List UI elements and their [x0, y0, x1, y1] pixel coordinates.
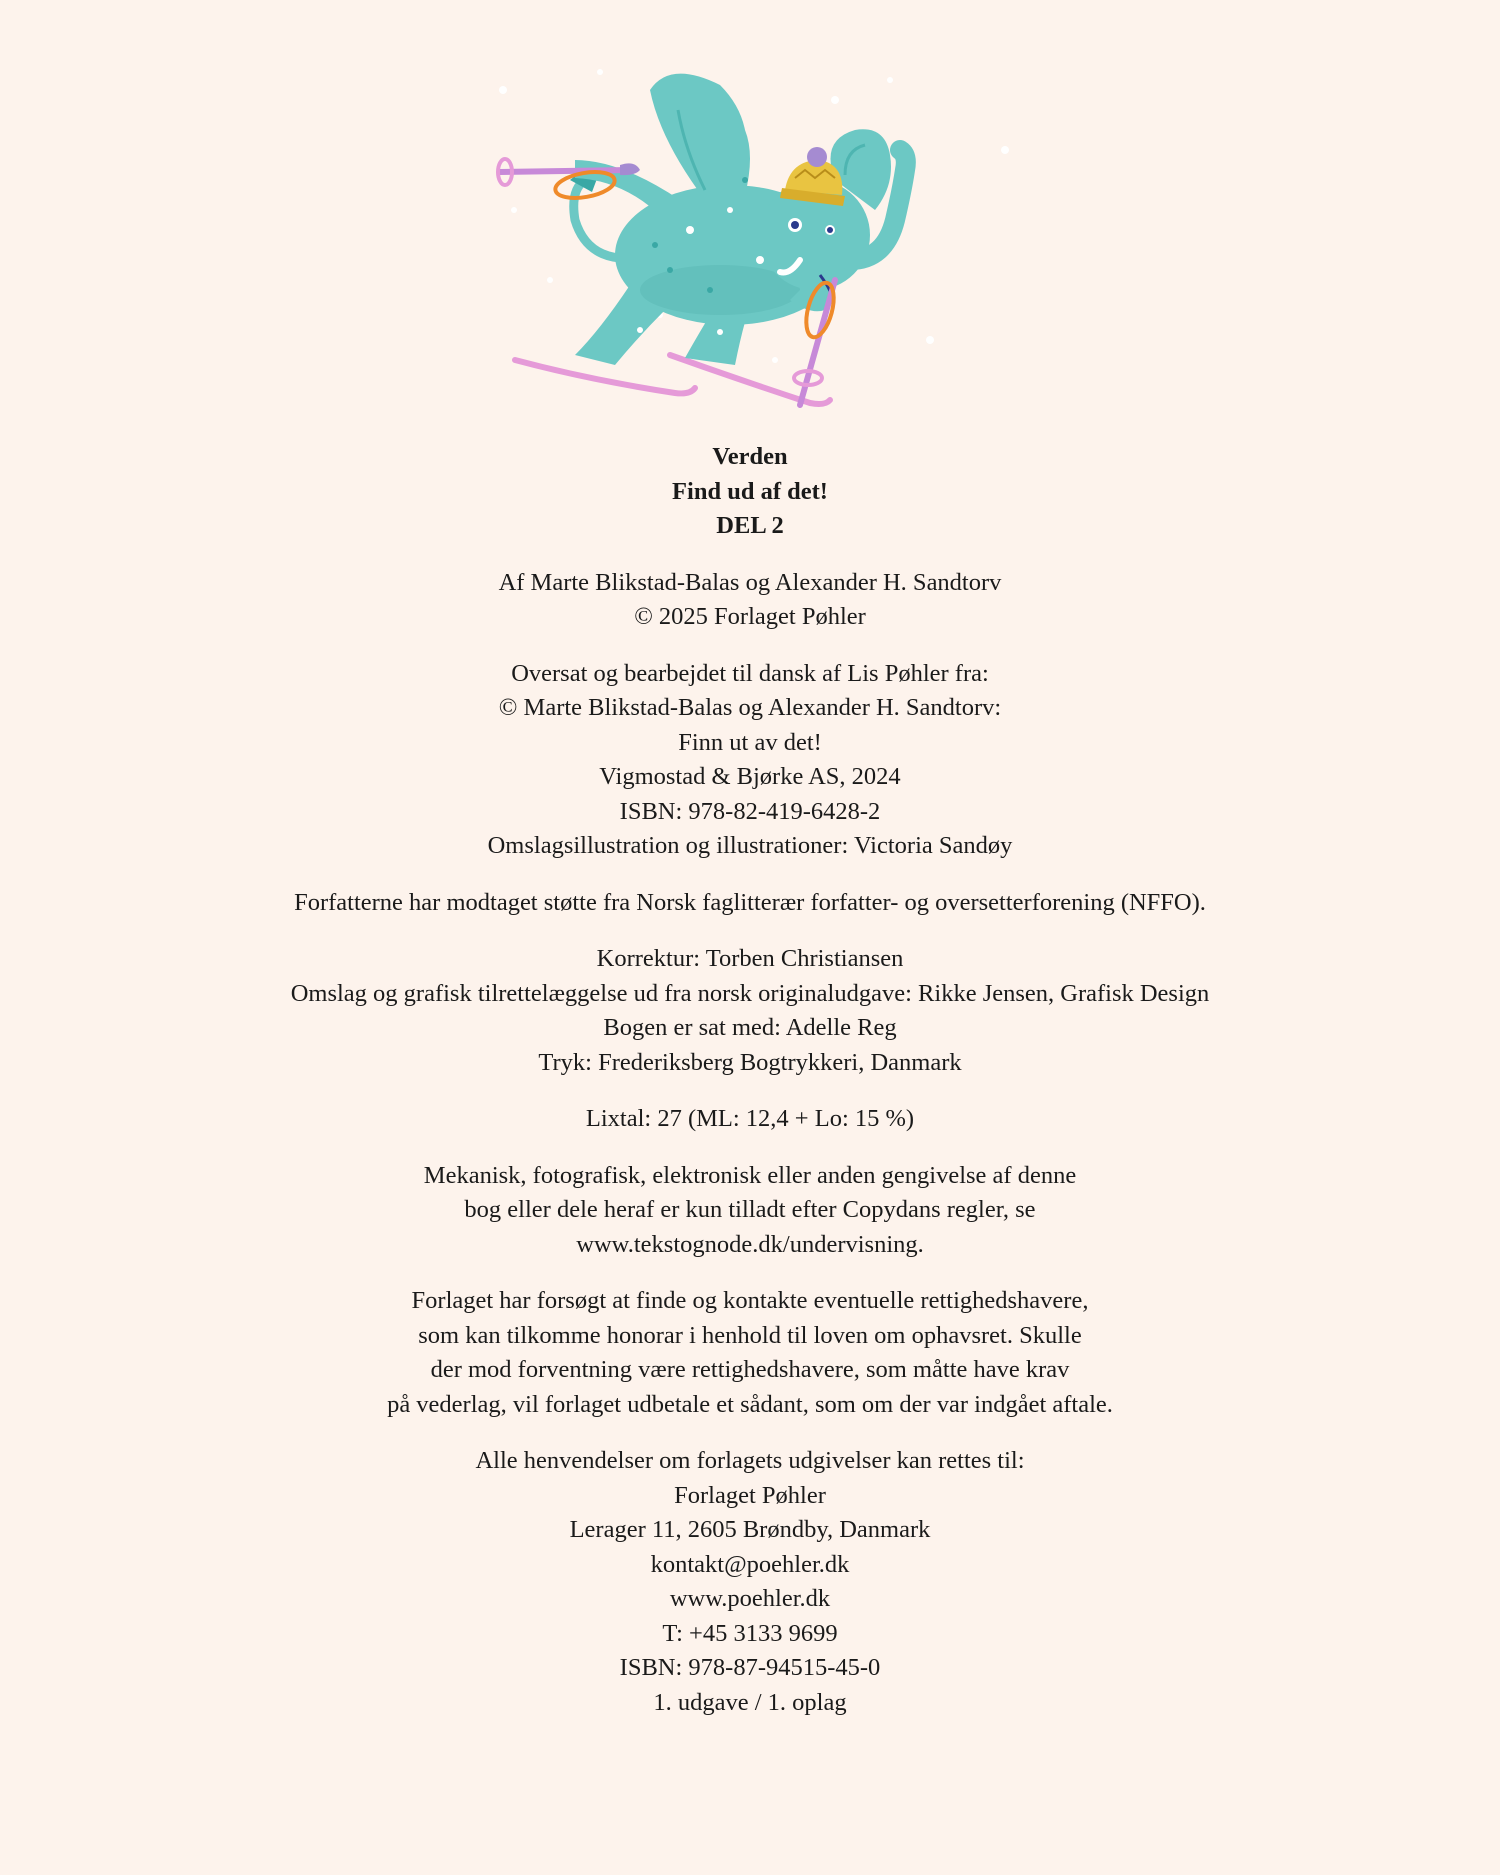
flying-elephant-skiing-icon	[490, 60, 1030, 415]
contact-intro-line: Alle henvendelser om forlagets udgivelser kan rettes til:	[475, 1447, 1025, 1474]
production-block	[0, 942, 1500, 1080]
lix-line: Lixtal: 27 (ML: 12,4 + Lo: 15 %)	[585, 1105, 915, 1132]
typeface-line: Bogen er sat med: Adelle Reg	[603, 1014, 897, 1041]
publisher-name-line: Forlaget Pøhler	[674, 1481, 826, 1509]
address-line: Lerager 11, 2605 Brøndby, Danmark	[569, 1516, 931, 1543]
holders-line-3: der mod forventning være rettighedshavere, som måtte have krav	[430, 1356, 1070, 1383]
email-line: kontakt@poehler.dk	[650, 1550, 850, 1578]
rights-block	[0, 1159, 1500, 1263]
rights-line-3: www.tekstognode.dk/undervisning.	[576, 1230, 924, 1258]
book-title	[0, 440, 1500, 544]
credits-block	[0, 566, 1500, 635]
original-publisher-line: Vigmostad & Bjørke AS, 2024	[599, 763, 901, 790]
contact-block	[0, 1444, 1500, 1720]
isbn-line: ISBN: 978-87-94515-45-0	[619, 1654, 881, 1681]
edition-line: 1. udgave / 1. oplag	[653, 1688, 847, 1716]
support-line: Forfatterne har modtaget støtte fra Norsk faglitterær forfatter- og oversetterforening (NFFO).	[294, 888, 1206, 916]
original-title-line: Finn ut av det!	[678, 728, 822, 756]
original-isbn-line: ISBN: 978-82-419-6428-2	[619, 797, 881, 825]
skis	[515, 355, 830, 404]
holders-line-2: som kan tilkomme honorar i henhold til loven om ophavsret. Skulle	[418, 1321, 1082, 1349]
phone-line: T: +45 3133 9699	[662, 1619, 838, 1647]
original-edition-block	[0, 657, 1500, 864]
translation-line: Oversat og bearbejdet til dansk af Lis Pøhler fra:	[511, 659, 989, 687]
illustrator-line: Omslagsillustration og illustrationer: Victoria Sandøy	[487, 832, 1013, 859]
colophon	[0, 440, 1500, 1742]
rightsholders-block	[0, 1284, 1500, 1422]
copyright-line: © 2025 Forlaget Pøhler	[634, 603, 866, 630]
lix-block	[0, 1102, 1500, 1137]
subtitle-line: Find ud af det!	[672, 477, 828, 505]
part-line: DEL 2	[716, 512, 784, 539]
design-line: Omslag og grafisk tilrettelæggelse ud fra norsk originaludgave: Rikke Jensen, Grafisk Design	[290, 979, 1210, 1007]
proofreading-line: Korrektur: Torben Christiansen	[596, 945, 904, 972]
holders-line-1: Forlaget har forsøgt at finde og kontakte eventuelle rettighedshavere,	[411, 1287, 1089, 1314]
original-copyright-line: © Marte Blikstad-Balas og Alexander H. Sandtorv:	[498, 694, 1002, 721]
authors-line: Af Marte Blikstad-Balas og Alexander H. Sandtorv	[498, 568, 1002, 596]
website-line: www.poehler.dk	[669, 1585, 831, 1612]
holders-line-4: på vederlag, vil forlaget udbetale et sådant, som om der var indgået aftale.	[387, 1390, 1113, 1418]
print-line: Tryk: Frederiksberg Bogtrykkeri, Danmark	[538, 1048, 962, 1076]
title-line: Verden	[712, 443, 788, 470]
rights-line-2: bog eller dele heraf er kun tilladt efter Copydans regler, se	[464, 1196, 1036, 1223]
support-block	[0, 886, 1500, 921]
rights-line-1: Mekanisk, fotografisk, elektronisk eller anden gengivelse af denne	[423, 1161, 1077, 1189]
